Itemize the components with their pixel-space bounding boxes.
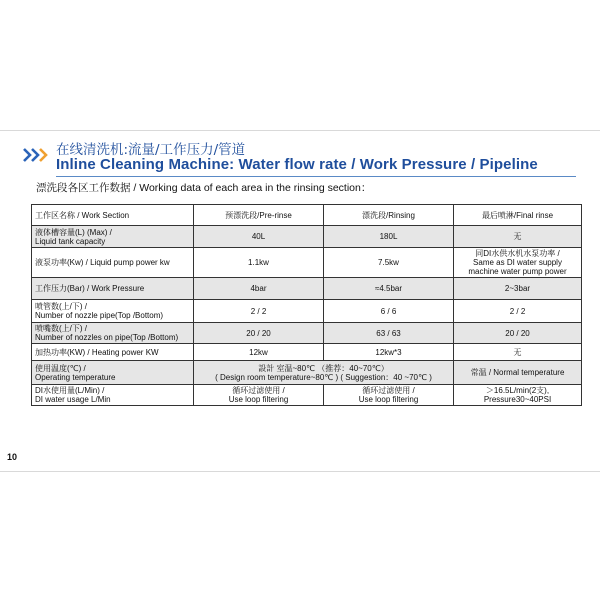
- cell-rinsing: 63 / 63: [324, 323, 454, 344]
- cell-final-rinse: 20 / 20: [454, 323, 582, 344]
- cell-pre-rinse: 4bar: [194, 278, 324, 300]
- row-label: 加热功率(KW) / Heating power KW: [32, 344, 194, 361]
- table-row: [32, 248, 582, 278]
- row-label: 液体槽容量(L) (Max) / Liquid tank capacity: [32, 226, 194, 248]
- cell-final-rinse: 无: [454, 344, 582, 361]
- cell-pre-rinse: 20 / 20: [194, 323, 324, 344]
- row-label: DI水使用量(L/Min) / DI water usage L/Min: [32, 385, 194, 406]
- title-chinese: 在线清洗机:流量/工作压力/管道: [56, 142, 246, 158]
- title-divider: [56, 176, 576, 177]
- header-final-rinse: 最后喷淋/Final rinse: [454, 205, 582, 226]
- cell-rinsing: 6 / 6: [324, 300, 454, 323]
- cell-final-rinse: ＞16.5L/min(2支), Pressure30~40PSI: [454, 385, 582, 406]
- table-row: [32, 385, 582, 406]
- table-row: [32, 323, 582, 344]
- header-pre-rinse: 预漂洗段/Pre-rinse: [194, 205, 324, 226]
- cell-final-rinse: 无: [454, 226, 582, 248]
- row-label: 液泵功率(Kw) / Liquid pump power kw: [32, 248, 194, 278]
- cell-pre-rinse: 循环过滤使用 / Use loop filtering: [194, 385, 324, 406]
- row-label: 使用温度(℃) / Operating temperature: [32, 361, 194, 385]
- table-row: [32, 344, 582, 361]
- cell-pre-rinse: 12kw: [194, 344, 324, 361]
- cell-rinsing: 循环过滤使用 / Use loop filtering: [324, 385, 454, 406]
- table-row: [32, 226, 582, 248]
- cell-pre-rinse: 2 / 2: [194, 300, 324, 323]
- chevron-arrows-icon: [22, 146, 48, 164]
- cell-pre-rinse-and-rinsing: 設計 室温~80℃ （推荐：40~70℃） ( Design room temperature~80℃ ) ( Suggestion：40 ~70℃ ): [194, 361, 454, 385]
- cell-final-rinse: 2~3bar: [454, 278, 582, 300]
- cell-rinsing: ≈4.5bar: [324, 278, 454, 300]
- working-data-table: [31, 204, 582, 406]
- table-header-row: [32, 205, 582, 226]
- row-label: 喷管数(上/下) / Number of nozzle pipe(Top /Bottom): [32, 300, 194, 323]
- cell-final-rinse: 2 / 2: [454, 300, 582, 323]
- row-label: 工作压力(Bar) / Work Pressure: [32, 278, 194, 300]
- cell-pre-rinse: 40L: [194, 226, 324, 248]
- cell-rinsing: 12kw*3: [324, 344, 454, 361]
- cell-final-rinse: 同DI水供水机水泵功率 / Same as DI water supply machine water pump power: [454, 248, 582, 278]
- cell-rinsing: 7.5kw: [324, 248, 454, 278]
- section-subtitle: 漂洗段各区工作数据 / Working data of each area in the rinsing section：: [36, 182, 372, 194]
- title-english: Inline Cleaning Machine: Water flow rate / Work Pressure / Pipeline: [56, 156, 538, 173]
- header-rinsing: 漂洗段/Rinsing: [324, 205, 454, 226]
- cell-rinsing: 180L: [324, 226, 454, 248]
- cell-final-rinse: 常温 / Normal temperature: [454, 361, 582, 385]
- row-label: 喷嘴数(上/下) / Number of nozzles on pipe(Top /Bottom): [32, 323, 194, 344]
- cell-pre-rinse: 1.1kw: [194, 248, 324, 278]
- table-row: [32, 300, 582, 323]
- table-row: [32, 361, 582, 385]
- page-number: 10: [7, 452, 18, 462]
- header-work-section: 工作区名称 / Work Section: [32, 205, 194, 226]
- table-row: [32, 278, 582, 300]
